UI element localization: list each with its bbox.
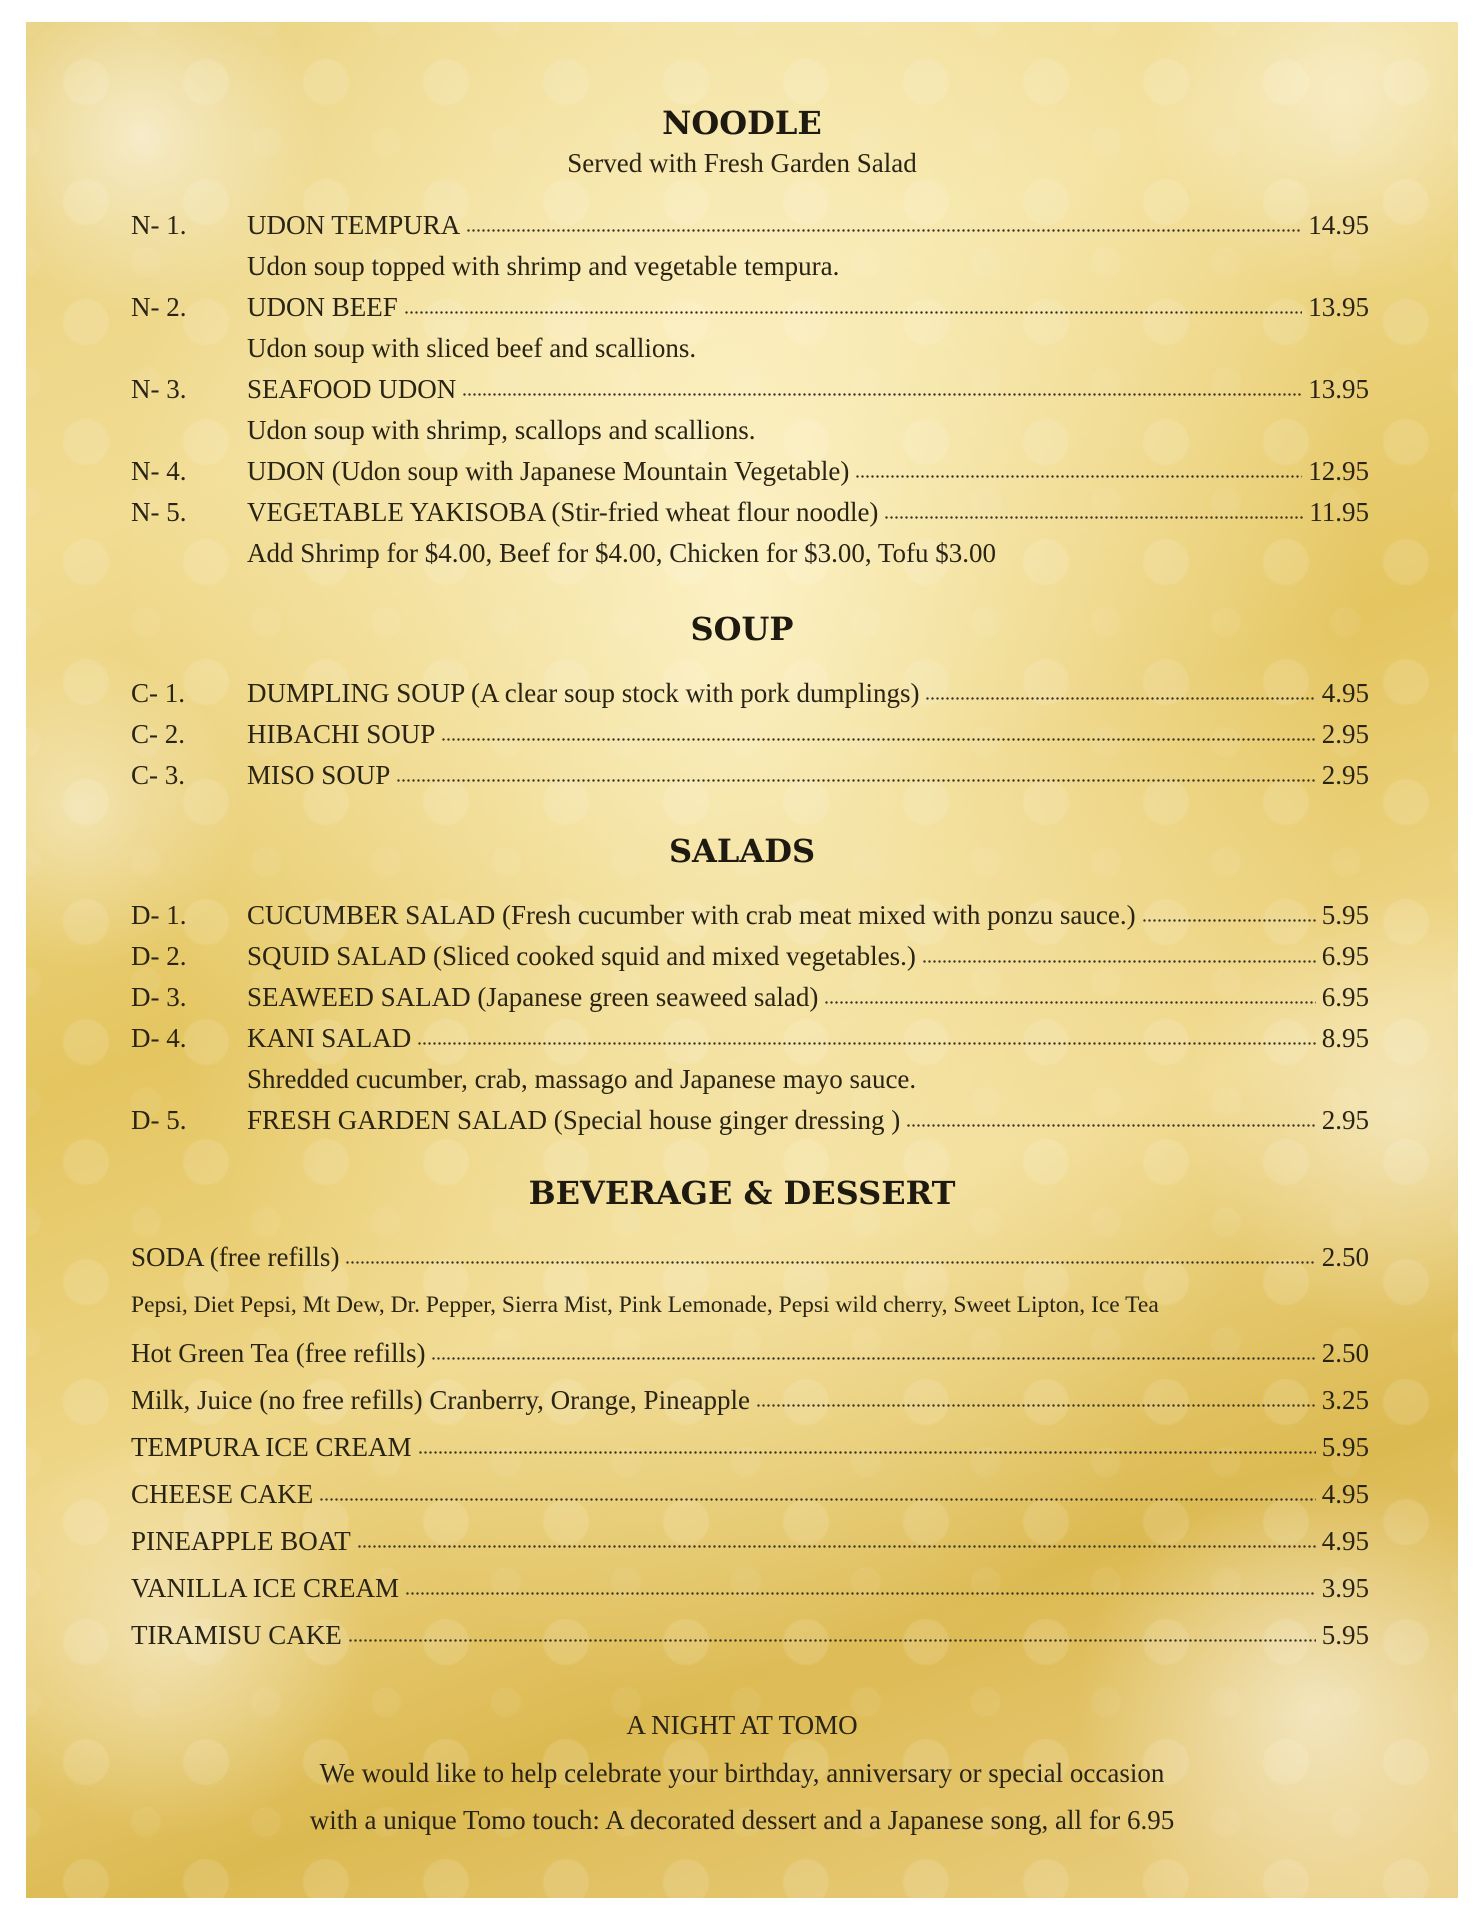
- item-name: VEGETABLE YAKISOBA (Stir-fried wheat flour noodle): [247, 497, 879, 527]
- item-price: 12.95: [1308, 456, 1369, 486]
- dot-leader: [855, 474, 1302, 480]
- menu-item-pineapple-boat: [131, 1524, 1369, 1558]
- dot-leader: [348, 1638, 1316, 1644]
- menu-item-soda: [131, 1240, 1369, 1274]
- dot-leader: [441, 737, 1315, 743]
- item-price: 14.95: [1308, 210, 1369, 240]
- item-price: 2.50: [1321, 1338, 1369, 1368]
- dot-leader: [756, 1403, 1316, 1409]
- item-price: 2.50: [1321, 1242, 1369, 1272]
- item-name: VANILLA ICE CREAM: [131, 1573, 400, 1603]
- item-code: D- 4.: [131, 1023, 187, 1053]
- item-name: SODA (free refills): [131, 1242, 340, 1272]
- item-code: N- 1.: [131, 210, 187, 240]
- menu-item-cheese-cake: [131, 1477, 1369, 1511]
- menu-item-vanilla-ice-cream: [131, 1571, 1369, 1605]
- item-price: 13.95: [1308, 374, 1369, 404]
- item-name: HIBACHI SOUP: [247, 719, 436, 749]
- item-price: 6.95: [1321, 941, 1369, 971]
- item-code: C- 2.: [131, 719, 185, 749]
- item-description: Udon soup with sliced beef and scallions.: [247, 333, 697, 363]
- menu-item-d4: [131, 1021, 1369, 1055]
- section-title-beverage: BEVERAGE & DESSERT: [528, 1174, 956, 1212]
- menu-item-tiramisu-cake: [131, 1618, 1369, 1652]
- menu-item-d2: [131, 939, 1369, 973]
- menu-item-tempura-ice-cream: [131, 1430, 1369, 1464]
- item-name: DUMPLING SOUP (A clear soup stock with pork dumplings): [247, 678, 920, 708]
- item-code: C- 3.: [131, 760, 185, 790]
- item-name: UDON TEMPURA: [247, 210, 461, 240]
- item-price: 2.95: [1321, 760, 1369, 790]
- section-title-soup: SOUP: [690, 610, 794, 648]
- menu-item-n5: [131, 495, 1369, 529]
- item-price: 5.95: [1321, 1620, 1369, 1650]
- item-code: N- 2.: [131, 292, 187, 322]
- item-name: PINEAPPLE BOAT: [131, 1526, 351, 1556]
- item-price: 8.95: [1321, 1023, 1369, 1053]
- item-name: SEAFOOD UDON: [247, 374, 457, 404]
- item-price: 3.95: [1321, 1573, 1369, 1603]
- item-price: 3.25: [1321, 1385, 1369, 1415]
- item-name: SEAWEED SALAD (Japanese green seaweed salad): [247, 982, 819, 1012]
- item-price: 4.95: [1321, 1526, 1369, 1556]
- item-price: 11.95: [1309, 497, 1369, 527]
- item-name: CUCUMBER SALAD (Fresh cucumber with crab meat mixed with ponzu sauce.): [247, 900, 1136, 930]
- item-code: N- 5.: [131, 497, 187, 527]
- section-title-noodle: NOODLE: [662, 104, 822, 142]
- item-name: MISO SOUP: [247, 760, 391, 790]
- dot-leader: [404, 310, 1302, 316]
- dot-leader: [1142, 918, 1316, 924]
- item-code: D- 5.: [131, 1105, 187, 1135]
- menu-item-green-tea: [131, 1336, 1369, 1370]
- item-price: 4.95: [1321, 1479, 1369, 1509]
- section-subtitle-noodle: Served with Fresh Garden Salad: [567, 148, 917, 178]
- item-name: UDON BEEF: [247, 292, 398, 322]
- dot-leader: [925, 696, 1315, 702]
- dot-leader: [396, 778, 1315, 784]
- item-description: Shredded cucumber, crab, massago and Japanese mayo sauce.: [247, 1064, 917, 1094]
- menu-item-c2: [131, 717, 1369, 751]
- item-code: D- 2.: [131, 941, 187, 971]
- item-price: 2.95: [1321, 719, 1369, 749]
- item-price: 6.95: [1321, 982, 1369, 1012]
- menu-item-d1: [131, 898, 1369, 932]
- item-name: TIRAMISU CAKE: [131, 1620, 342, 1650]
- soda-flavors: Pepsi, Diet Pepsi, Mt Dew, Dr. Pepper, Sierra Mist, Pink Lemonade, Pepsi wild cherry, Sweet Lipton, Ice Tea: [131, 1292, 1159, 1318]
- dot-leader: [418, 1450, 1316, 1456]
- menu-item-d5: [131, 1103, 1369, 1137]
- item-description: Udon soup topped with shrimp and vegetable tempura.: [247, 251, 840, 281]
- item-price: 4.95: [1321, 678, 1369, 708]
- item-price: 5.95: [1321, 900, 1369, 930]
- menu-item-n3: [131, 372, 1369, 406]
- menu-item-c1: [131, 676, 1369, 710]
- footer-line-2: with a unique Tomo touch: A decorated dessert and a Japanese song, all for 6.95: [309, 1805, 1175, 1835]
- dot-leader: [405, 1591, 1316, 1597]
- dot-leader: [824, 1000, 1315, 1006]
- dot-leader: [922, 959, 1316, 965]
- dot-leader: [319, 1497, 1316, 1503]
- item-name: Milk, Juice (no free refills) Cranberry, Orange, Pineapple: [131, 1385, 751, 1415]
- dot-leader: [345, 1260, 1315, 1266]
- item-name: KANI SALAD: [247, 1023, 412, 1053]
- item-description: Add Shrimp for $4.00, Beef for $4.00, Chicken for $3.00, Tofu $3.00: [247, 538, 997, 568]
- item-code: C- 1.: [131, 678, 185, 708]
- item-code: D- 3.: [131, 982, 187, 1012]
- item-code: N- 4.: [131, 456, 187, 486]
- item-name: UDON (Udon soup with Japanese Mountain Vegetable): [247, 456, 850, 486]
- item-name: SQUID SALAD (Sliced cooked squid and mixed vegetables.): [247, 941, 916, 971]
- menu-item-n2: [131, 290, 1369, 324]
- item-price: 2.95: [1321, 1105, 1369, 1135]
- menu-item-milk-juice: [131, 1383, 1369, 1417]
- item-price: 5.95: [1321, 1432, 1369, 1462]
- footer-title: A NIGHT AT TOMO: [626, 1710, 858, 1740]
- dot-leader: [884, 515, 1303, 521]
- dot-leader: [431, 1356, 1315, 1362]
- menu-item-n4: [131, 454, 1369, 488]
- item-price: 13.95: [1308, 292, 1369, 322]
- dot-leader: [357, 1544, 1316, 1550]
- dot-leader: [906, 1123, 1316, 1129]
- dot-leader: [417, 1041, 1316, 1047]
- section-title-salads: SALADS: [668, 832, 816, 870]
- menu-item-c3: [131, 758, 1369, 792]
- item-name: TEMPURA ICE CREAM: [131, 1432, 412, 1462]
- item-name: CHEESE CAKE: [131, 1479, 314, 1509]
- item-description: Udon soup with shrimp, scallops and scallions.: [247, 415, 756, 445]
- dot-leader: [462, 392, 1302, 398]
- item-code: D- 1.: [131, 900, 187, 930]
- item-code: N- 3.: [131, 374, 187, 404]
- item-name: Hot Green Tea (free refills): [131, 1338, 426, 1368]
- menu-item-n1: [131, 208, 1369, 242]
- menu-item-d3: [131, 980, 1369, 1014]
- dot-leader: [466, 228, 1302, 234]
- item-name: FRESH GARDEN SALAD (Special house ginger dressing ): [247, 1105, 901, 1135]
- menu-panel: [26, 22, 1458, 1898]
- footer-line-1: We would like to help celebrate your birthday, anniversary or special occasion: [319, 1758, 1165, 1788]
